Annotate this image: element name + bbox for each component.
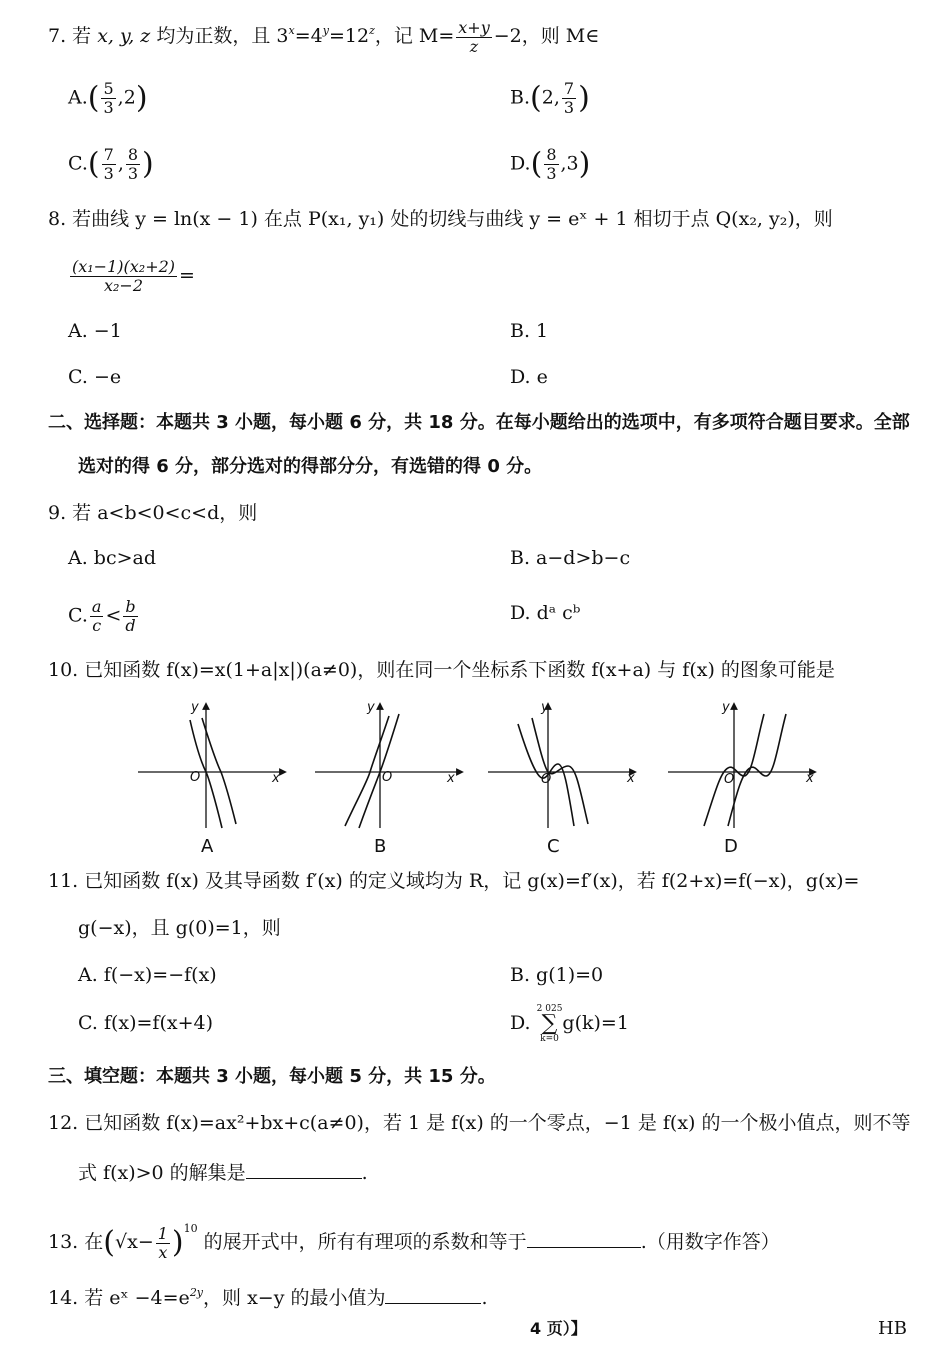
q11-option-b: B. g(1)=0 [510,964,604,986]
fig-c-x-label: x [627,771,635,786]
q9-option-d: D. dᵃ cᵇ [510,602,581,624]
q8-option-d: D. e [510,366,548,388]
fig-d-origin: O [724,772,735,787]
q13-answer-blank[interactable] [527,1227,641,1248]
section2-heading-cont: 选对的得 6 分，部分选对的得部分分，有选错的得 0 分。 [78,456,543,477]
footer-page-number: 4 页）】 [530,1319,587,1338]
q12-stem-cont: 式 f(x)>0 的解集是 . [78,1158,368,1186]
q11-option-a: A. f(−x)=−f(x) [78,964,217,986]
footer-code: HB [878,1318,907,1339]
q10-graph-a [138,700,288,830]
fig-b-x-label: x [447,771,455,786]
q14-stem: 14. 若 eˣ $-4=e^{2y}$，则 x−y 的最小值为 . [48,1280,488,1311]
fig-d-label: D [724,836,738,857]
q10-graph-c [488,700,638,830]
q11-stem: 11. 已知函数 f(x) 及其导函数 f′(x) 的定义域均为 R，记 g(x)=f′(x)，若 f(2+x)=f(−x)，g(x)= [48,870,860,892]
fig-b-origin: O [382,770,393,785]
fig-a-label: A [201,836,214,857]
q12-answer-blank[interactable] [246,1158,362,1179]
q8-fraction-line: $\frac{\text{(x₁−1)(x₂+2)}}{\text{x₂−2}}$ = [72,257,195,295]
fig-a-y-label: y [191,700,199,715]
q8-option-c: C. −e [68,366,122,388]
fig-c-origin: O [541,772,552,787]
q11-option-c: C. f(x)=f(x+4) [78,1012,214,1034]
q12-stem: 12. 已知函数 f(x)=ax²+bx+c(a≠0)，若 1 是 f(x) 的一个零点，−1 是 f(x) 的一个极小值点，则不等 [48,1112,911,1134]
q14-answer-blank[interactable] [385,1283,481,1304]
q7-stem: 7. 若 x, y, z 均为正数，且 $3^x=4^y=12^z$，记 M= $\frac{x+y}{z}$ −2，则 M∈ [48,17,600,56]
q7-option-a: A.( $\frac{5}{3}$ ,2) [68,79,148,117]
q10-graph-d [668,700,818,830]
q9-stem: 9. 若 a<b<0<c<d，则 [48,502,258,524]
q8-option-b: B. 1 [510,320,549,342]
fig-a-x-label: x [272,771,280,786]
q11-stem-cont: g(−x)，且 g(0)=1，则 [78,917,281,939]
q7-option-c: C.( $\frac{7}{3}$ , $\frac{8}{3}$ ) [68,145,154,183]
fig-c-y-label: y [541,700,549,715]
q10-graph-b [315,700,465,830]
q7-option-b: B.(2, $\frac{7}{3}$ ) [510,79,590,117]
fig-a-origin: O [190,770,201,785]
q9-option-c: C. $\frac{a}{c}$ < $\frac{b}{d}$ [68,597,136,635]
q13-stem: 13. 在(√x− $\frac{1}{x}$ )$^{10}$ 的展开式中，所有有理项的系数和等于 .（用数字作答） [48,1222,780,1262]
q8-stem: 8. 若曲线 y = ln(x − 1) 在点 P(x₁, y₁) 处的切线与曲线 y = eˣ + 1 相切于点 Q(x₂, y₂)，则 [48,208,833,230]
q7-fraction: $\frac{x+y}{z}$ [458,17,490,56]
q9-option-a: A. bc>ad [68,547,157,569]
section3-heading: 三、填空题：本题共 3 小题，每小题 5 分，共 15 分。 [48,1066,496,1087]
q10-stem: 10. 已知函数 f(x)=x(1+a|x|)(a≠0)，则在同一个坐标系下函数 f(x+a) 与 f(x) 的图象可能是 [48,659,835,681]
fig-b-label: B [374,836,387,857]
q11-option-d: D. 2 025 ∑ k=0 g(k)=1 [510,1004,629,1044]
section2-heading: 二、选择题：本题共 3 小题，每小题 6 分，共 18 分。在每小题给出的选项中，有多项符合题目要求。全部 [48,412,910,433]
q9-option-b: B. a−d>b−c [510,547,631,569]
q8-option-a: A. −1 [68,320,122,342]
fig-c-label: C [547,836,560,857]
q7-option-d: D.( $\frac{8}{3}$ ,3) [510,145,591,183]
fig-b-y-label: y [367,700,375,715]
fig-d-x-label: x [806,771,814,786]
fig-d-y-label: y [722,700,730,715]
